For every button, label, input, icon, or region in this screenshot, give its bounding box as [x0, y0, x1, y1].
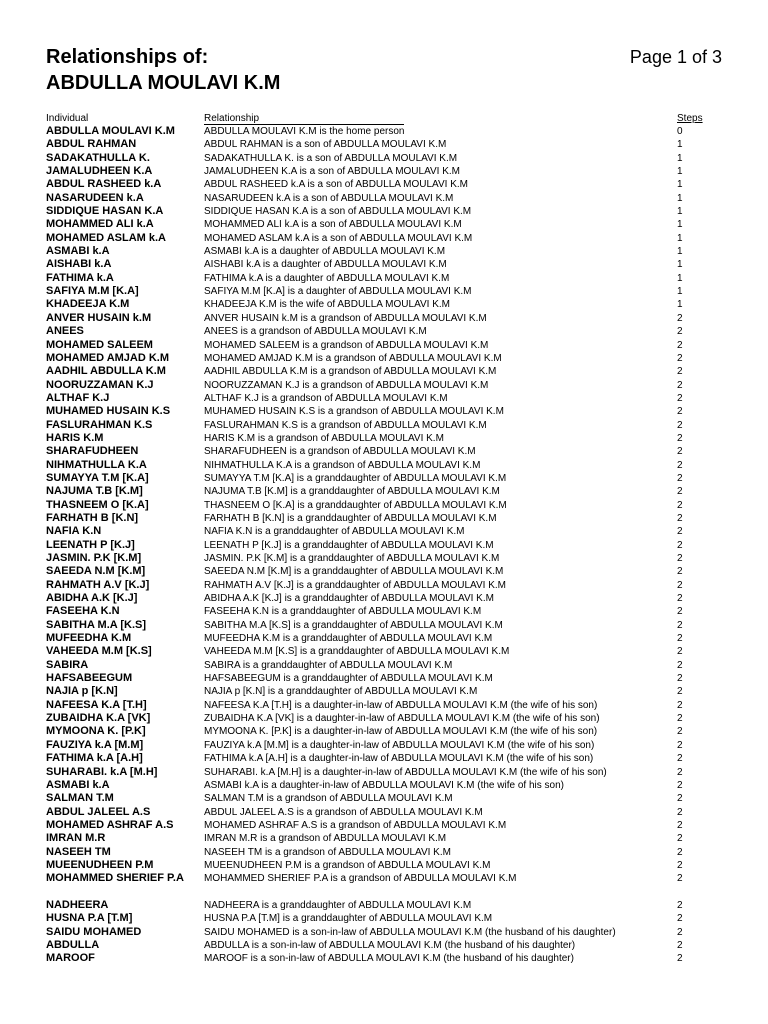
steps-value: 2 — [677, 726, 683, 738]
individual-name: ABDUL RAHMAN — [46, 138, 137, 151]
table-row — [0, 539, 768, 552]
individual-name: NAJIA p [K.N] — [46, 685, 118, 698]
table-row — [0, 165, 768, 178]
table-row — [0, 205, 768, 218]
relationship-text: ZUBAIDHA K.A [VK] is a daughter-in-law of ABDULLA MOULAVI K.M (the wife of his son) — [204, 713, 600, 725]
relationship-text: ANVER HUSAIN k.M is a grandson of ABDULLA MOULAVI K.M — [204, 312, 487, 324]
individual-name: MUEENUDHEEN P.M — [46, 858, 154, 871]
individual-name: SABIRA — [46, 658, 89, 671]
individual-name: SAIDU MOHAMED — [46, 925, 142, 938]
steps-value: 2 — [677, 379, 683, 391]
individual-name: AADHIL ABDULLA K.M — [46, 365, 166, 378]
relationship-text: MOHAMED ASLAM k.A is a son of ABDULLA MOULAVI K.M — [204, 232, 473, 244]
relationship-text: FASLURAHMAN K.S is a grandson of ABDULLA MOULAVI K.M — [204, 419, 487, 431]
individual-name: ABDULLA MOULAVI K.M — [46, 125, 175, 137]
relationship-table — [0, 125, 768, 966]
individual-name: FAUZIYA k.A [M.M] — [46, 738, 144, 751]
table-row — [0, 725, 768, 738]
relationship-text: NAJIA p [K.N] is a granddaughter of ABDULLA MOULAVI K.M — [204, 686, 478, 698]
individual-name: SALMAN T.M — [46, 792, 114, 805]
individual-name: HAFSABEEGUM — [46, 672, 133, 685]
individual-name: SUHARABI. k.A [M.H] — [46, 765, 158, 778]
steps-value: 1 — [677, 286, 683, 298]
table-row — [0, 579, 768, 592]
individual-name: SIDDIQUE HASAN K.A — [46, 205, 164, 218]
table-row — [0, 298, 768, 311]
individual-name: NAFIA K.N — [46, 525, 102, 538]
individual-name: MOHAMMED ALI k.A — [46, 218, 154, 231]
table-row — [0, 899, 768, 912]
individual-name: MYMOONA K. [P.K] — [46, 725, 146, 738]
page-number: Page 1 of 3 — [629, 47, 722, 67]
individual-name: ZUBAIDHA K.A [VK] — [46, 712, 151, 725]
table-row — [0, 766, 768, 779]
individual-name: ALTHAF K.J — [46, 391, 110, 404]
individual-name: IMRAN M.R — [46, 832, 106, 845]
steps-value: 2 — [677, 739, 683, 751]
individual-name: RAHMATH A.V [K.J] — [46, 578, 150, 591]
table-row — [0, 685, 768, 698]
individual-name: NASEEH TM — [46, 845, 111, 858]
table-row — [0, 806, 768, 819]
steps-value: 2 — [677, 486, 683, 498]
relationship-text: ABDULLA is a son-in-law of ABDULLA MOULAVI K.M (the husband of his daughter) — [204, 939, 576, 951]
steps-value: 1 — [677, 179, 683, 191]
steps-value: 2 — [677, 593, 683, 605]
individual-name: NADHEERA — [46, 898, 109, 911]
table-row — [0, 792, 768, 805]
table-row — [0, 432, 768, 445]
table-row — [0, 232, 768, 245]
steps-value: 2 — [677, 633, 683, 645]
table-row — [0, 459, 768, 472]
steps-value: 2 — [677, 526, 683, 538]
relationship-text: MOHAMED SALEEM is a grandson of ABDULLA MOULAVI K.M — [204, 339, 489, 351]
relationship-text: MUEENUDHEEN P.M is a grandson of ABDULLA MOULAVI K.M — [204, 859, 491, 871]
table-row — [0, 339, 768, 352]
table-row — [0, 912, 768, 925]
individual-name: NAJUMA T.B [K.M] — [46, 485, 143, 498]
steps-value: 1 — [677, 272, 683, 284]
relationship-text: AADHIL ABDULLA K.M is a grandson of ABDULLA MOULAVI K.M — [204, 366, 497, 378]
table-row — [0, 445, 768, 458]
relationship-text: NASEEH TM is a grandson of ABDULLA MOULAVI K.M — [204, 846, 451, 858]
steps-value: 2 — [677, 352, 683, 364]
relationship-text: MUFEEDHA K.M is a granddaughter of ABDULLA MOULAVI K.M — [204, 633, 493, 645]
steps-value: 2 — [677, 339, 683, 351]
relationship-text: SAFIYA M.M [K.A] is a daughter of ABDULLA MOULAVI K.M — [204, 286, 472, 298]
individual-name: SAEEDA N.M [K.M] — [46, 565, 146, 578]
individual-name: MOHAMMED SHERIEF P.A — [46, 872, 184, 885]
relationship-text: SIDDIQUE HASAN K.A is a son of ABDULLA MOULAVI K.M — [204, 206, 472, 218]
relationship-text: THASNEEM O [K.A] is a granddaughter of ABDULLA MOULAVI K.M — [204, 499, 507, 511]
individual-name: HUSNA P.A [T.M] — [46, 912, 133, 925]
table-row — [0, 419, 768, 432]
steps-value: 2 — [677, 619, 683, 631]
relationship-text: ABDUL RASHEED k.A is a son of ABDULLA MOULAVI K.M — [204, 179, 468, 191]
steps-value: 2 — [677, 472, 683, 484]
individual-name: JASMIN. P.K [K.M] — [46, 552, 142, 564]
individual-name: SUMAYYA T.M [K.A] — [46, 471, 149, 484]
relationship-text: SHARAFUDHEEN is a grandson of ABDULLA MOULAVI K.M — [204, 446, 476, 458]
table-row — [0, 245, 768, 258]
relationship-text: MOHAMED ASHRAF A.S is a grandson of ABDULLA MOULAVI K.M — [204, 819, 507, 831]
table-row — [0, 712, 768, 725]
relationship-text: ALTHAF K.J is a grandson of ABDULLA MOULAVI K.M — [204, 392, 448, 404]
table-row — [0, 125, 768, 138]
table-row — [0, 699, 768, 712]
individual-name: MOHAMED SALEEM — [46, 338, 153, 351]
steps-value: 2 — [677, 606, 683, 618]
relationship-text: FASEEHA K.N is a granddaughter of ABDULLA MOULAVI K.M — [204, 606, 482, 618]
table-row — [0, 752, 768, 765]
individual-name: SAFIYA M.M [K.A] — [46, 285, 139, 298]
relationship-text: FATHIMA k.A is a daughter of ABDULLA MOULAVI K.M — [204, 272, 450, 284]
relationship-text: SAIDU MOHAMED is a son-in-law of ABDULLA MOULAVI K.M (the husband of his daughter) — [204, 926, 616, 938]
table-row — [0, 779, 768, 792]
steps-value: 2 — [677, 806, 683, 818]
steps-value: 1 — [677, 192, 683, 204]
relationship-text: NASARUDEEN k.A is a son of ABDULLA MOULAVI K.M — [204, 192, 454, 204]
relationship-text: MAROOF is a son-in-law of ABDULLA MOULAVI K.M (the husband of his daughter) — [204, 953, 574, 965]
steps-value: 1 — [677, 152, 683, 164]
individual-name: NASARUDEEN k.A — [46, 191, 144, 204]
individual-name: FATHIMA k.A [A.H] — [46, 752, 143, 765]
individual-name: ABDULLA — [46, 938, 100, 951]
table-row — [0, 872, 768, 899]
table-row — [0, 285, 768, 298]
individual-name: NAFEESA K.A [T.H] — [46, 698, 147, 711]
individual-name: LEENATH P [K.J] — [46, 538, 135, 551]
steps-value: 1 — [677, 259, 683, 271]
table-row — [0, 659, 768, 672]
individual-name: MUFEEDHA K.M — [46, 632, 132, 645]
steps-value: 1 — [677, 139, 683, 151]
steps-value: 2 — [677, 432, 683, 444]
steps-value: 2 — [677, 953, 683, 965]
individual-name: FARHATH B [K.N] — [46, 511, 139, 524]
table-row — [0, 152, 768, 165]
individual-name: THASNEEM O [K.A] — [46, 498, 149, 511]
relationship-text: ANEES is a grandson of ABDULLA MOULAVI K.M — [204, 326, 427, 338]
table-row — [0, 552, 768, 565]
table-row — [0, 952, 768, 965]
relationship-text: SUHARABI. k.A [M.H] is a daughter-in-law of ABDULLA MOULAVI K.M (the wife of his son) — [204, 766, 607, 778]
steps-value: 2 — [677, 899, 683, 911]
steps-value: 2 — [677, 913, 683, 925]
relationship-text: NAFEESA K.A [T.H] is a daughter-in-law of ABDULLA MOULAVI K.M (the wife of his son) — [204, 699, 598, 711]
table-row — [0, 926, 768, 939]
steps-value: 2 — [677, 366, 683, 378]
individual-name: MOHAMED AMJAD K.M — [46, 351, 170, 364]
steps-value: 2 — [677, 939, 683, 951]
steps-value: 2 — [677, 312, 683, 324]
individual-name: MOHAMED ASLAM k.A — [46, 231, 166, 244]
relationship-text: SADAKATHULLA K. is a son of ABDULLA MOULAVI K.M — [204, 152, 458, 164]
relationship-text: SABIRA is a granddaughter of ABDULLA MOULAVI K.M — [204, 659, 453, 671]
table-row — [0, 672, 768, 685]
individual-name: MUHAMED HUSAIN K.S — [46, 405, 171, 418]
steps-value: 2 — [677, 499, 683, 511]
table-row — [0, 645, 768, 658]
column-header-steps: Steps — [677, 113, 703, 124]
steps-value: 1 — [677, 206, 683, 218]
table-row — [0, 352, 768, 365]
relationship-text: HAFSABEEGUM is a granddaughter of ABDULLA MOULAVI K.M — [204, 673, 493, 685]
steps-value: 2 — [677, 699, 683, 711]
individual-name: FASLURAHMAN K.S — [46, 418, 153, 431]
table-row — [0, 379, 768, 392]
steps-value: 2 — [677, 793, 683, 805]
table-row — [0, 272, 768, 285]
steps-value: 2 — [677, 579, 683, 591]
relationship-text: JASMIN. P.K [K.M] is a granddaughter of ABDULLA MOULAVI K.M — [204, 553, 500, 564]
individual-name: ANVER HUSAIN k.M — [46, 311, 152, 324]
individual-name: KHADEEJA K.M — [46, 298, 130, 311]
column-header-individual: Individual — [46, 113, 89, 124]
steps-value: 1 — [677, 232, 683, 244]
individual-name: ANEES — [46, 325, 84, 338]
steps-value: 0 — [677, 126, 683, 137]
relationship-text: MOHAMED AMJAD K.M is a grandson of ABDULLA MOULAVI K.M — [204, 352, 502, 364]
report-title — [46, 44, 280, 96]
title-line-1: Relationships of: — [46, 46, 209, 68]
relationship-text: SALMAN T.M is a grandson of ABDULLA MOULAVI K.M — [204, 793, 453, 805]
relationship-text: IMRAN M.R is a grandson of ABDULLA MOULAVI K.M — [204, 833, 447, 845]
steps-value: 2 — [677, 392, 683, 404]
table-row — [0, 138, 768, 151]
individual-name: FASEEHA K.N — [46, 605, 120, 618]
steps-value: 2 — [677, 846, 683, 858]
steps-value: 2 — [677, 646, 683, 658]
steps-value: 1 — [677, 166, 683, 178]
relationship-text: HARIS K.M is a grandson of ABDULLA MOULAVI K.M — [204, 432, 444, 444]
steps-value: 2 — [677, 539, 683, 551]
table-row — [0, 592, 768, 605]
relationship-text: ASMABI k.A is a daughter-in-law of ABDULLA MOULAVI K.M (the wife of his son) — [204, 779, 564, 791]
steps-value: 2 — [677, 419, 683, 431]
relationship-text: MUHAMED HUSAIN K.S is a grandson of ABDULLA MOULAVI K.M — [204, 406, 504, 418]
table-row — [0, 485, 768, 498]
column-header-relationship: Relationship — [204, 113, 260, 124]
steps-value: 2 — [677, 659, 683, 671]
title-line-2: ABDULLA MOULAVI K.M — [46, 72, 281, 94]
table-row — [0, 312, 768, 325]
steps-value: 1 — [677, 219, 683, 231]
table-row — [0, 632, 768, 645]
individual-name: ABDUL JALEEL A.S — [46, 805, 151, 818]
table-row — [0, 832, 768, 845]
steps-value: 2 — [677, 686, 683, 698]
table-row — [0, 739, 768, 752]
individual-name: MOHAMED ASHRAF A.S — [46, 818, 174, 831]
table-row — [0, 819, 768, 832]
steps-value: 2 — [677, 926, 683, 938]
steps-value: 2 — [677, 326, 683, 338]
relationship-text: NADHEERA is a granddaughter of ABDULLA MOULAVI K.M — [204, 899, 472, 911]
steps-value: 2 — [677, 512, 683, 524]
table-row — [0, 365, 768, 378]
individual-name: JAMALUDHEEN K.A — [46, 165, 153, 178]
steps-value: 2 — [677, 553, 683, 564]
steps-value: 2 — [677, 713, 683, 725]
relationship-text: ABDUL JALEEL A.S is a grandson of ABDULLA MOULAVI K.M — [204, 806, 483, 818]
table-row — [0, 258, 768, 271]
steps-value: 2 — [677, 753, 683, 765]
relationship-text: ASMABI k.A is a daughter of ABDULLA MOULAVI K.M — [204, 246, 446, 258]
steps-value: 2 — [677, 859, 683, 871]
relationship-text: ABDUL RAHMAN is a son of ABDULLA MOULAVI K.M — [204, 139, 447, 151]
individual-name: ASMABI k.A — [46, 778, 110, 791]
table-row — [0, 939, 768, 952]
steps-value: 2 — [677, 406, 683, 418]
individual-name: HARIS K.M — [46, 431, 104, 444]
individual-name: FATHIMA k.A — [46, 271, 114, 284]
relationship-text: MOHAMMED ALI k.A is a son of ABDULLA MOULAVI K.M — [204, 219, 462, 231]
table-row — [0, 218, 768, 231]
relationship-text: MYMOONA K. [P.K] is a daughter-in-law of ABDULLA MOULAVI K.M (the wife of his son) — [204, 726, 598, 738]
individual-name: MAROOF — [46, 952, 95, 965]
relationship-text: SABITHA M.A [K.S] is a granddaughter of ABDULLA MOULAVI K.M — [204, 619, 503, 631]
individual-name: ABDUL RASHEED k.A — [46, 178, 162, 191]
table-row — [0, 565, 768, 578]
relationship-text: NAJUMA T.B [K.M] is a granddaughter of ABDULLA MOULAVI K.M — [204, 486, 500, 498]
individual-name: NIHMATHULLA K.A — [46, 458, 147, 471]
table-row — [0, 405, 768, 418]
steps-value: 2 — [677, 766, 683, 778]
relationship-text: FATHIMA k.A [A.H] is a daughter-in-law of ABDULLA MOULAVI K.M (the wife of his son) — [204, 753, 594, 765]
individual-name: AISHABI k.A — [46, 258, 112, 271]
table-row — [0, 859, 768, 872]
table-row — [0, 619, 768, 632]
relationship-text: MOHAMMED SHERIEF P.A is a grandson of ABDULLA MOULAVI K.M — [204, 873, 517, 885]
relationship-text: HUSNA P.A [T.M] is a granddaughter of ABDULLA MOULAVI K.M — [204, 913, 493, 925]
relationship-text: AISHABI k.A is a daughter of ABDULLA MOULAVI K.M — [204, 259, 447, 271]
relationship-text: NAFIA K.N is a granddaughter of ABDULLA MOULAVI K.M — [204, 526, 465, 538]
relationship-text: SUMAYYA T.M [K.A] is a granddaughter of ABDULLA MOULAVI K.M — [204, 472, 507, 484]
table-row — [0, 192, 768, 205]
table-row — [0, 472, 768, 485]
individual-name: SHARAFUDHEEN — [46, 445, 139, 458]
individual-name: ASMABI k.A — [46, 245, 110, 258]
individual-name: NOORUZZAMAN K.J — [46, 378, 154, 391]
individual-name: SADAKATHULLA K. — [46, 151, 150, 164]
table-row — [0, 846, 768, 859]
table-row — [0, 525, 768, 538]
individual-name: VAHEEDA M.M [K.S] — [46, 645, 152, 658]
individual-name: ABIDHA A.K [K.J] — [46, 592, 138, 605]
relationship-text: ABDULLA MOULAVI K.M is the home person — [204, 126, 405, 137]
relationship-text: JAMALUDHEEN K.A is a son of ABDULLA MOULAVI K.M — [204, 166, 461, 178]
relationship-text: LEENATH P [K.J] is a granddaughter of ABDULLA MOULAVI K.M — [204, 539, 494, 551]
relationship-text: RAHMATH A.V [K.J] is a granddaughter of ABDULLA MOULAVI K.M — [204, 579, 506, 591]
relationship-text: ABIDHA A.K [K.J] is a granddaughter of ABDULLA MOULAVI K.M — [204, 593, 494, 605]
steps-value: 2 — [677, 833, 683, 845]
table-row — [0, 325, 768, 338]
table-row — [0, 392, 768, 405]
relationship-text: SAEEDA N.M [K.M] is a granddaughter of ABDULLA MOULAVI K.M — [204, 566, 504, 578]
relationship-text: FAUZIYA k.A [M.M] is a daughter-in-law of ABDULLA MOULAVI K.M (the wife of his son) — [204, 739, 595, 751]
steps-value: 1 — [677, 299, 683, 311]
relationship-text: NOORUZZAMAN K.J is a grandson of ABDULLA MOULAVI K.M — [204, 379, 489, 391]
relationship-text: FARHATH B [K.N] is a granddaughter of ABDULLA MOULAVI K.M — [204, 512, 497, 524]
steps-value: 1 — [677, 246, 683, 258]
steps-value: 2 — [677, 459, 683, 471]
table-row — [0, 512, 768, 525]
steps-value: 2 — [677, 446, 683, 458]
steps-value: 2 — [677, 779, 683, 791]
steps-value: 2 — [677, 566, 683, 578]
relationship-text: VAHEEDA M.M [K.S] is a granddaughter of ABDULLA MOULAVI K.M — [204, 646, 510, 658]
steps-value: 2 — [677, 673, 683, 685]
steps-value: 2 — [677, 873, 683, 885]
table-row — [0, 499, 768, 512]
steps-value: 2 — [677, 819, 683, 831]
individual-name: SABITHA M.A [K.S] — [46, 618, 147, 631]
table-row — [0, 178, 768, 191]
relationship-text: NIHMATHULLA K.A is a grandson of ABDULLA MOULAVI K.M — [204, 459, 481, 471]
table-row — [0, 605, 768, 618]
relationship-text: KHADEEJA K.M is the wife of ABDULLA MOULAVI K.M — [204, 299, 451, 311]
